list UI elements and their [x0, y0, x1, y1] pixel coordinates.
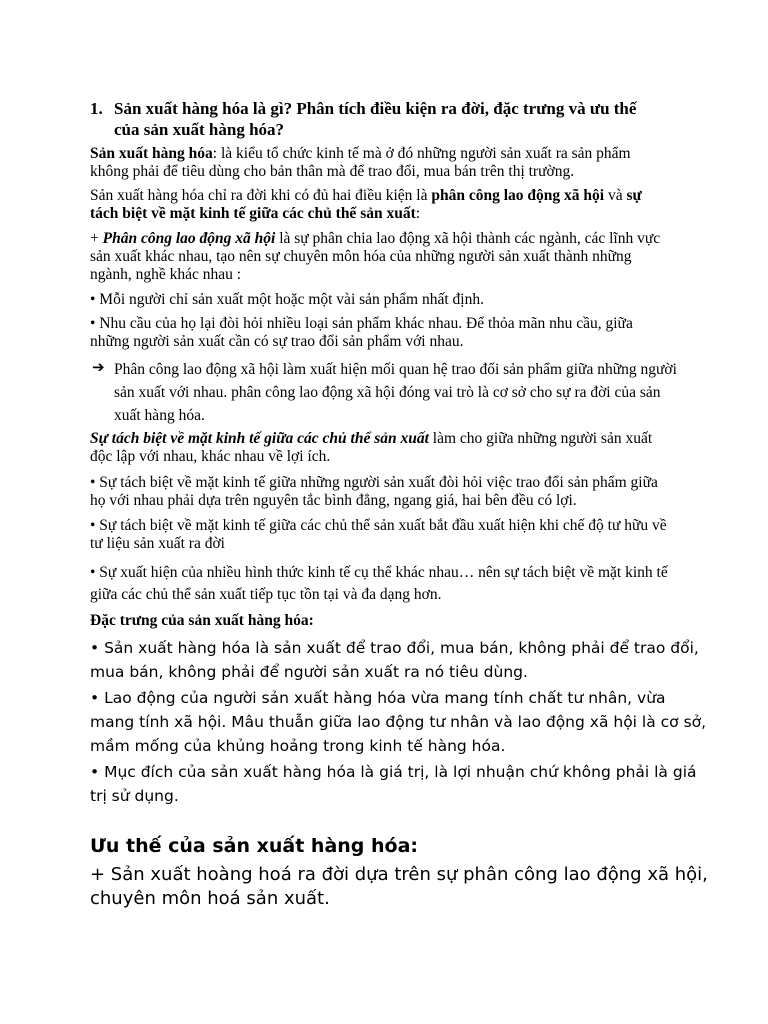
conditions-suffix: : — [415, 205, 421, 222]
features-title — [90, 612, 670, 630]
arrow-right-icon: ➔ — [92, 358, 105, 376]
features-title-text: Đặc trưng của sản xuất hàng hóa: — [90, 612, 314, 629]
separation-paragraph — [90, 430, 670, 466]
features-bullet-1: • Sản xuất hàng hóa là sản xuất để trao đổi, mua bán, không phải để trao đổi, mua bán, không phải để người sản xuất ra nó tiêu dùng. — [90, 639, 699, 681]
question-number: 1. — [90, 99, 103, 118]
definition-paragraph — [90, 145, 670, 181]
division-term: Phân công lao động xã hội — [102, 230, 276, 247]
separation-bullet-2: • Sự tách biệt về mặt kinh tế giữa các chủ thể sản xuất bắt đầu xuất hiện khi chế độ tư hữu về tư liệu sản xuất ra đời — [90, 517, 667, 552]
division-conclusion — [90, 358, 690, 427]
conditions-bold-1: phân công lao động xã hội — [431, 187, 605, 204]
conditions-bold-2: sự tách biệt về mặt kinh tế giữa các chủ thể sản xuất — [90, 187, 642, 222]
division-paragraph — [90, 230, 670, 284]
conditions-prefix: Sản xuất hàng hóa chỉ ra đời khi có đủ hai điều kiện là — [90, 187, 432, 204]
division-conclusion-text: Phân công lao động xã hội làm xuất hiện mối quan hệ trao đổi sản phẩm giữa những người sản xuất với nhau. phân công lao động xã hội đóng vai trò là cơ sở cho sự ra đời của sản xuất hàng hóa. — [114, 361, 677, 424]
division-plus: + — [90, 230, 103, 247]
advantages-text: + Sản xuất hoàng hoá ra đời dựa trên sự phân công lao động xã hội, chuyên môn hoá sản xuất. — [90, 864, 708, 909]
definition-term: Sản xuất hàng hóa — [90, 145, 213, 162]
separation-bullet-1: • Sự tách biệt về mặt kinh tế giữa những người sản xuất đòi hỏi việc trao đổi sản phẩm giữa họ với nhau phải dựa trên nguyên tắc bình đẳng, ngang giá, hai bên đều có lợi. — [90, 474, 658, 509]
features-bullet-2: • Lao động của người sản xuất hàng hóa vừa mang tính chất tư nhân, vừa mang tính xã hội. Mâu thuẫn giữa lao động tư nhân và lao động xã hội là cơ sở, mầm mống của khủng hoảng trong kinh tế hàng hóa. — [90, 689, 707, 755]
features-bullet-3: • Mục đích của sản xuất hàng hóa là giá trị, là lợi nhuận chứ không phải là giá trị sử dụng. — [90, 763, 697, 805]
definition-text: : là kiểu tổ chức kinh tế mà ở đó những người sản xuất ra sản phẩm không phải để tiêu dùng cho bản thân mà để trao đổi, mua bán trên thị trường. — [90, 145, 631, 180]
division-bullet-2: • Nhu cầu của họ lại đòi hỏi nhiều loại sản phẩm khác nhau. Để thỏa mãn nhu cầu, giữa những người sản xuất cần có sự trao đổi sản phẩm với nhau. — [90, 315, 633, 350]
separation-term: Sự tách biệt về mặt kinh tế giữa các chủ thể sản xuất — [90, 430, 429, 447]
question-line-2: của sản xuất hàng hóa? — [114, 120, 285, 139]
division-bullet-1: • Mỗi người chỉ sản xuất một hoặc một vài sản phẩm nhất định. — [90, 291, 484, 308]
conditions-mid: và — [604, 187, 627, 204]
advantages-title: Ưu thế của sản xuất hàng hóa: — [90, 835, 419, 857]
division-text: là sự phân chia lao động xã hội thành các ngành, các lĩnh vực sản xuất khác nhau, tạo nên sự chuyên môn hóa của những người sản xuất thành những ngành, nghề khác nhau : — [90, 230, 661, 283]
separation-text: làm cho giữa những người sản xuất độc lập với nhau, khác nhau về lợi ích. — [90, 430, 653, 465]
conditions-paragraph — [90, 187, 670, 223]
separation-bullet-3: • Sự xuất hiện của nhiều hình thức kinh tế cụ thể khác nhau… nên sự tách biệt về mặt kinh tế giữa các chủ thể sản xuất tiếp tục tồn tại và đa dạng hơn. — [90, 564, 668, 603]
question-line-1: Sản xuất hàng hóa là gì? Phân tích điều kiện ra đời, đặc trưng và ưu thế — [114, 99, 637, 118]
question-heading — [90, 98, 690, 140]
